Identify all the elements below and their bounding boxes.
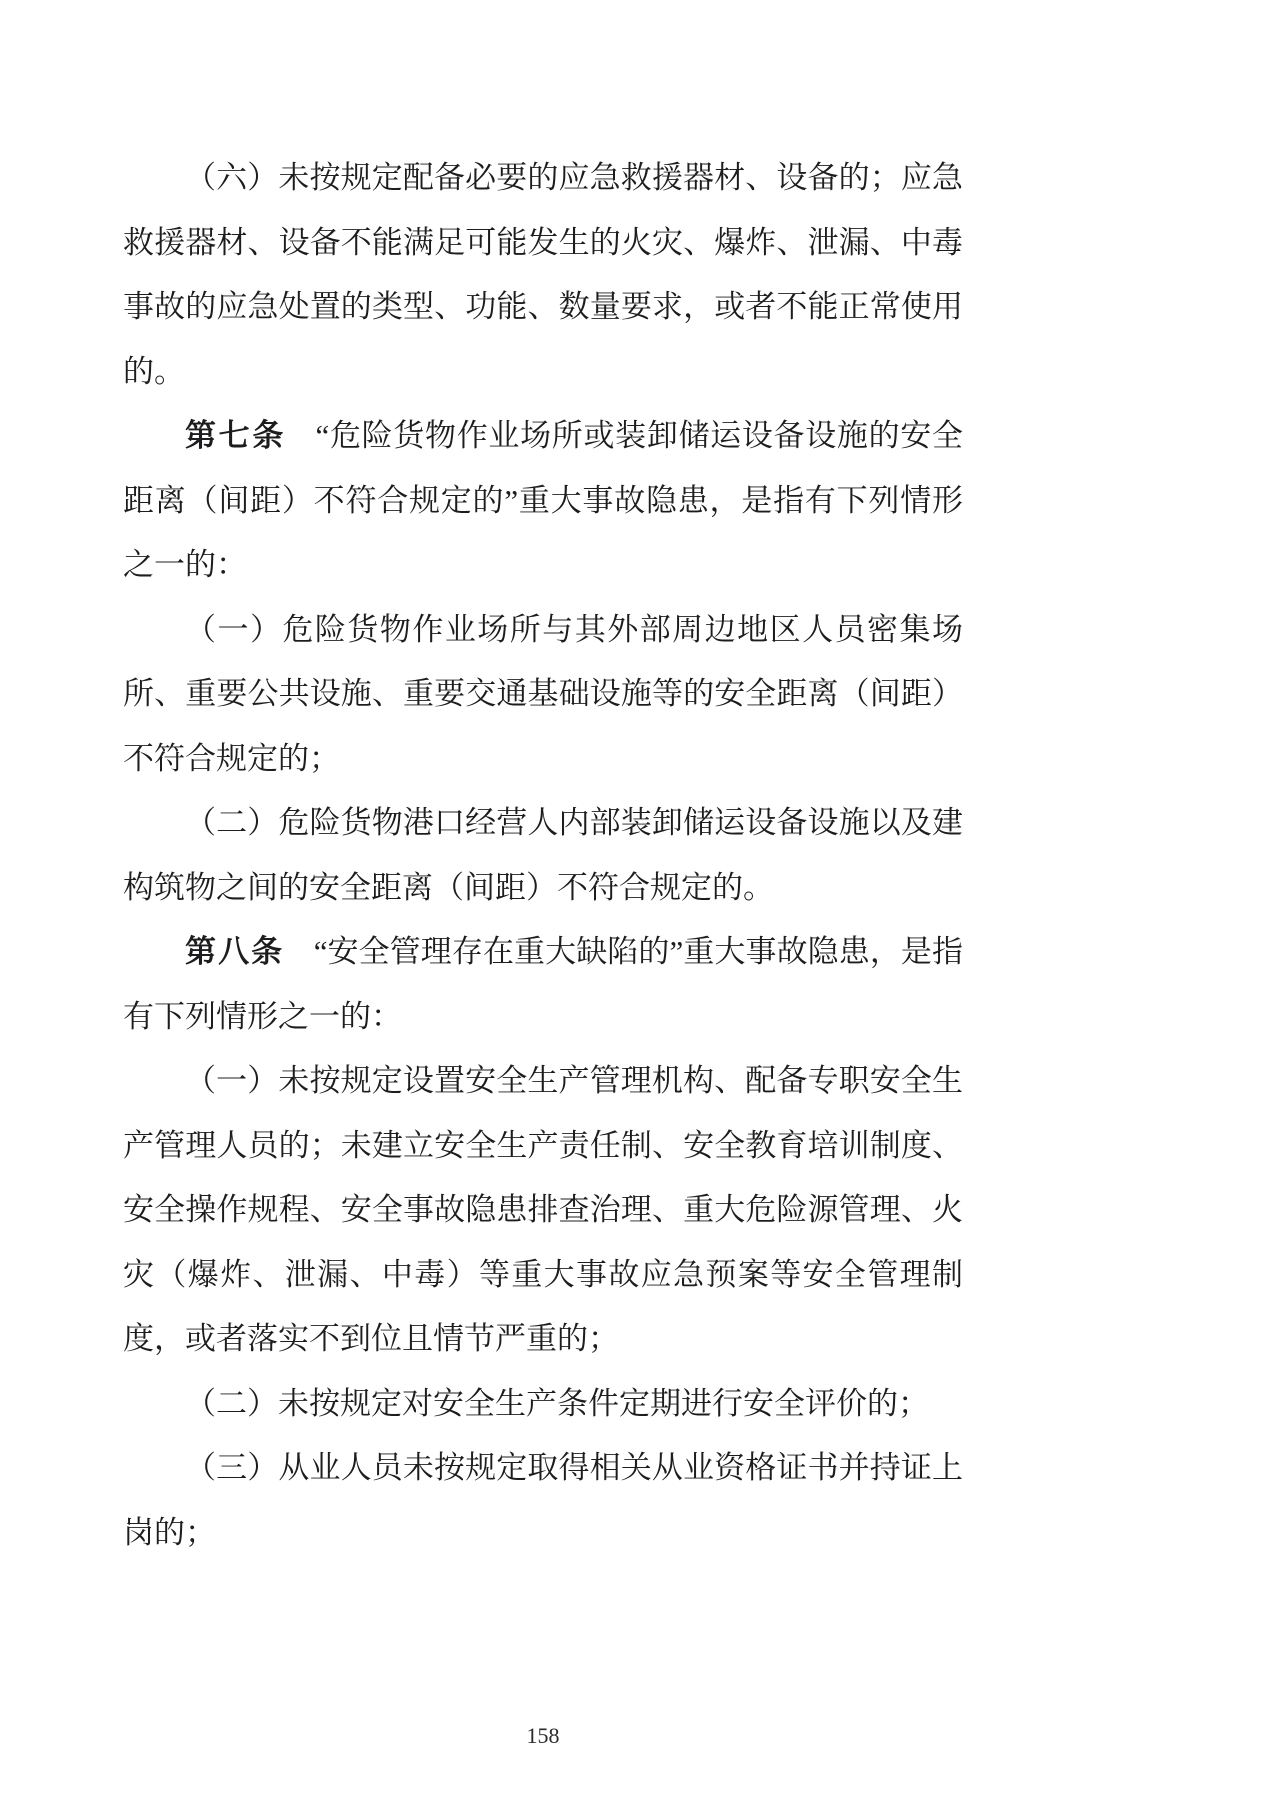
paragraph-article8-item-2 — [123, 1372, 963, 1437]
paragraph-text: “安全管理存在重大缺陷的”重大事故隐患，是指有下列情形之一的： — [123, 934, 963, 1034]
paragraph-text: （二）危险货物港口经营人内部装卸储运设备设施以及建构筑物之间的安全距离（间距）不符合规定的。 — [123, 805, 963, 905]
paragraph-article7-item-1 — [123, 598, 963, 792]
document-body — [123, 146, 963, 1565]
paragraph-article-7 — [123, 404, 963, 598]
page-number: 158 — [526, 1723, 560, 1748]
paragraph-text: （一）未按规定设置安全生产管理机构、配备专职安全生产管理人员的；未建立安全生产责任制、安全教育培训制度、安全操作规程、安全事故隐患排查治理、重大危险源管理、火灾（爆炸、泄漏、中毒）等重大事故应急预案等安全管理制度，或者落实不到位且情节严重的； — [123, 1063, 963, 1356]
article-number: 第八条 — [185, 934, 285, 969]
paragraph-text: （一）危险货物作业场所与其外部周边地区人员密集场所、重要公共设施、重要交通基础设施等的安全距离（间距）不符合规定的； — [123, 611, 963, 776]
paragraph-article-8 — [123, 920, 963, 1049]
paragraph-text: （二）未按规定对安全生产条件定期进行安全评价的； — [185, 1385, 929, 1421]
paragraph-text: （六）未按规定配备必要的应急救援器材、设备的；应急救援器材、设备不能满足可能发生的火灾、爆炸、泄漏、中毒事故的应急处置的类型、功能、数量要求，或者不能正常使用的。 — [123, 160, 963, 389]
paragraph-article8-item-1 — [123, 1049, 963, 1372]
paragraph-text: “危险货物作业场所或装卸储运设备设施的安全距离（间距）不符合规定的”重大事故隐患，是指有下列情形之一的： — [123, 418, 963, 582]
paragraph-item-6 — [123, 146, 963, 404]
paragraph-article8-item-3 — [123, 1436, 963, 1565]
paragraph-text: （三）从业人员未按规定取得相关从业资格证书并持证上岗的； — [123, 1450, 963, 1550]
article-number: 第七条 — [185, 418, 287, 453]
paragraph-article7-item-2 — [123, 791, 963, 920]
